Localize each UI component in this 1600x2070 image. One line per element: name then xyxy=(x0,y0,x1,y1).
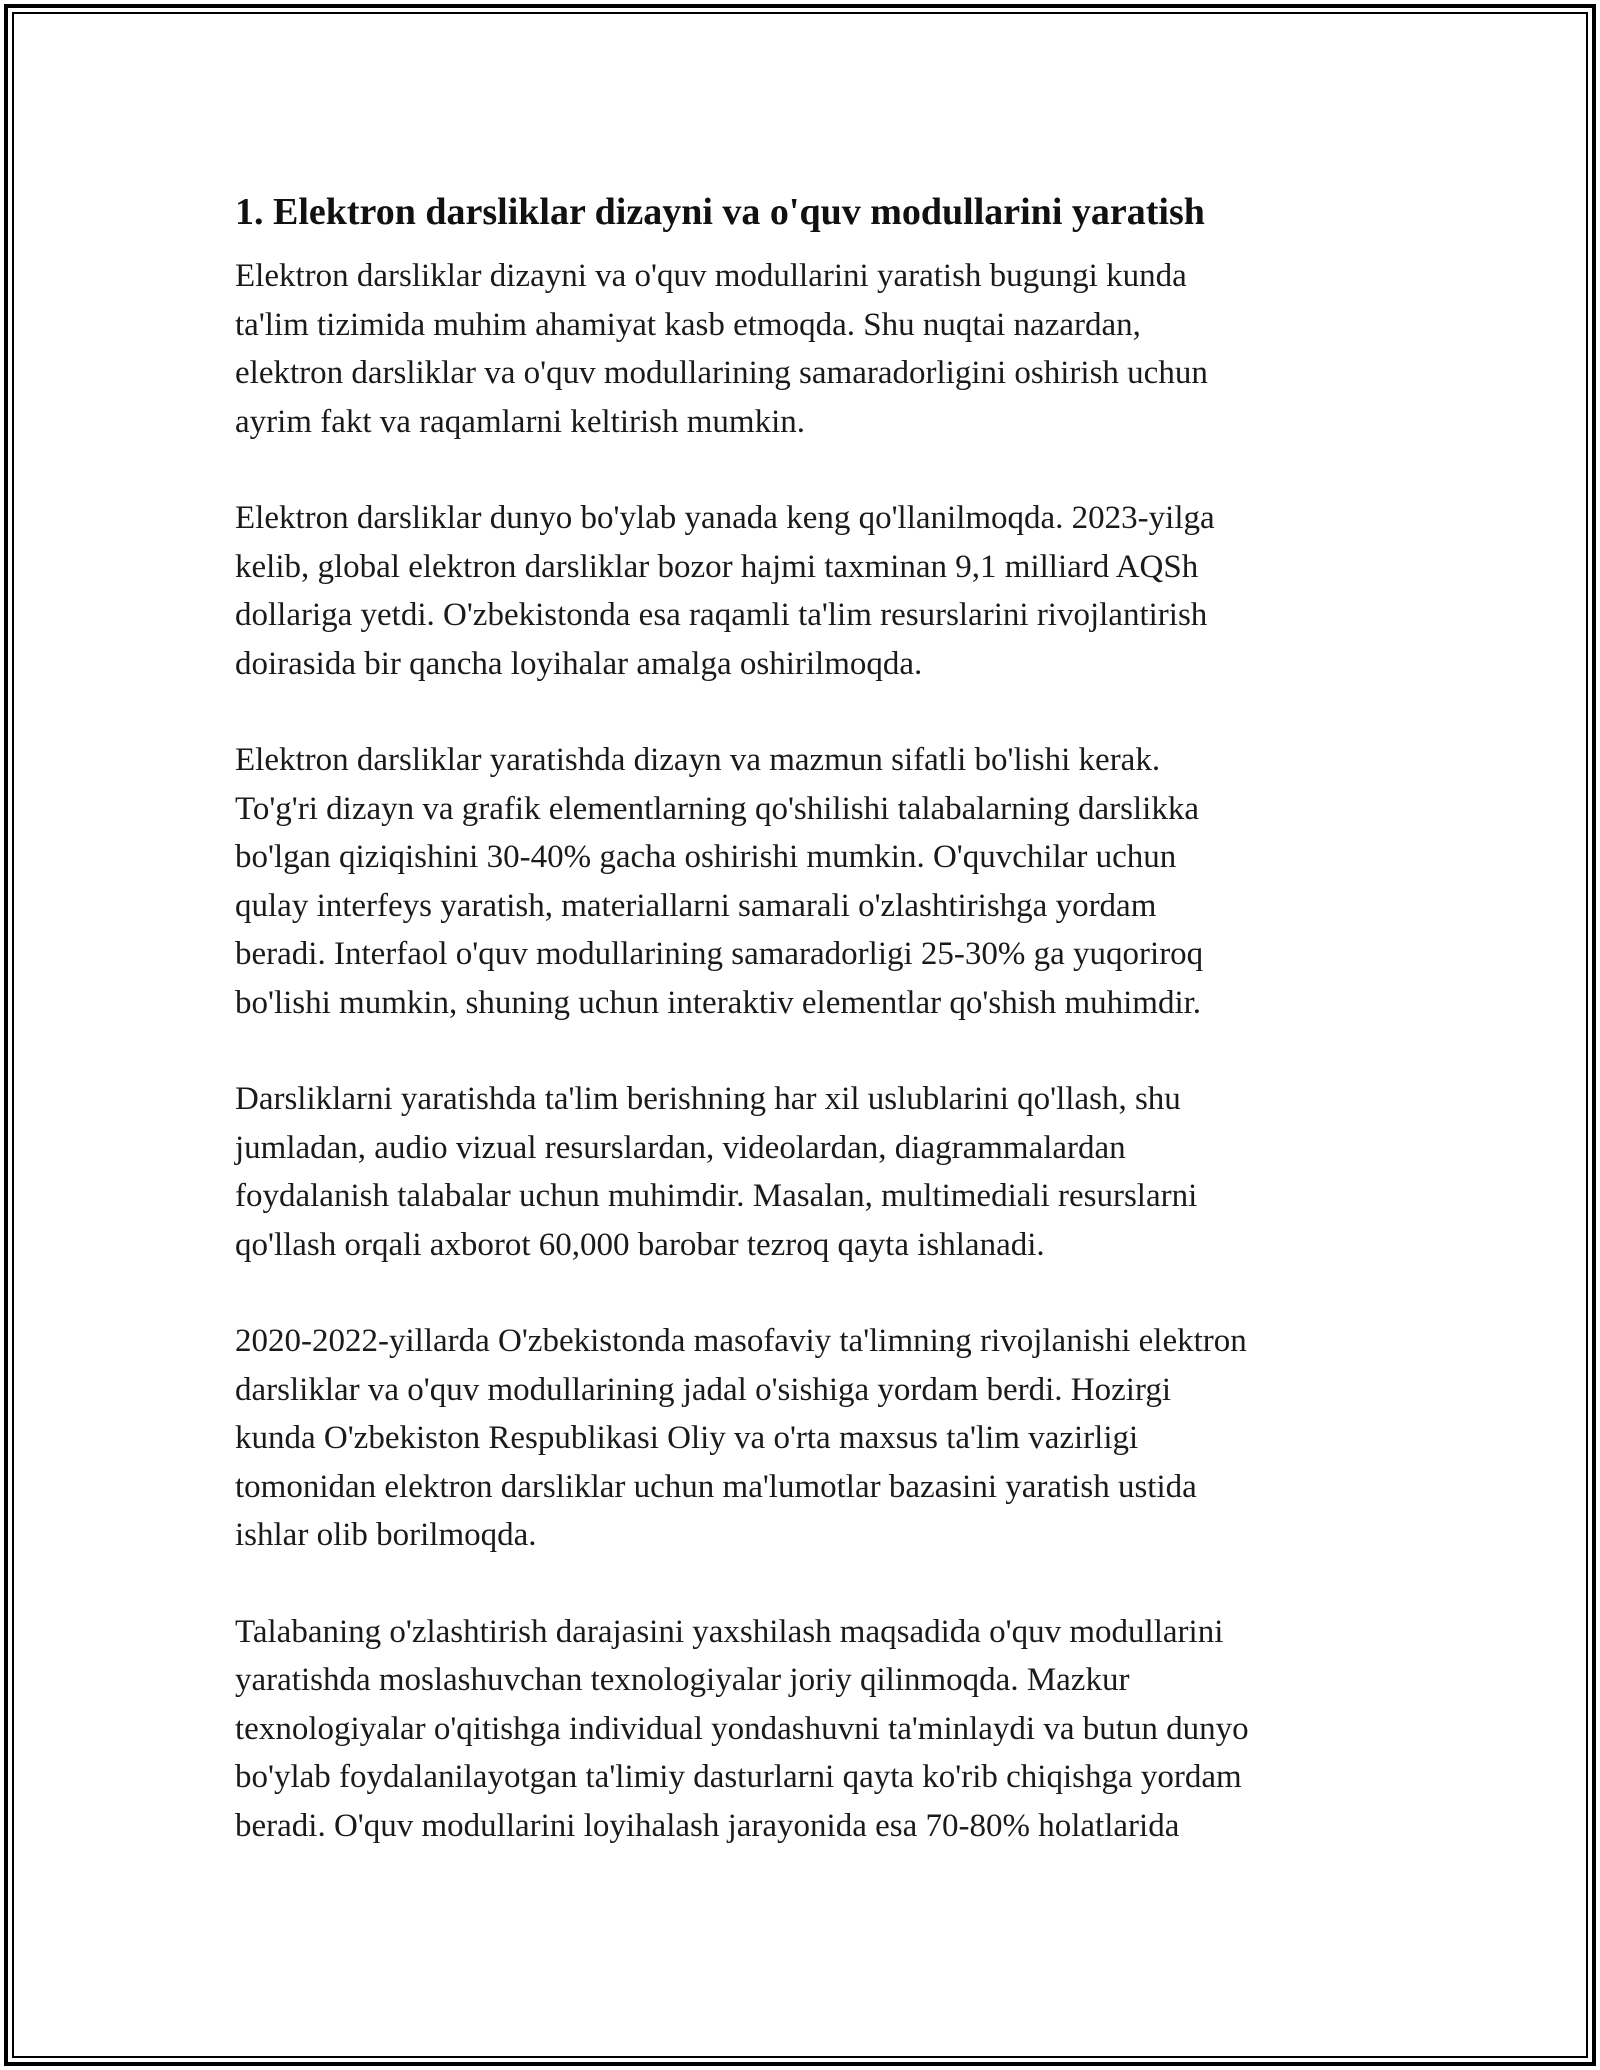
paragraph-intro: Elektron darsliklar dizayni va o'quv modullarini yaratish bugungi kunda ta'lim tizimida muhim ahamiyat kasb etmoqda. Shu nuqtai nazardan, elektron darsliklar va o'quv modullarining samaradorligini oshirish uchun ayrim fakt va raqamlarni keltirish mumkin. xyxy=(235,258,1208,440)
paragraph-teaching-styles: Darsliklarni yaratishda ta'lim berishning har xil uslublarini qo'llash, shu jumladan, audio vizual resurslardan, videolardan, diagrammalardan foydalanish talabalar uchun muhimdir. Masalan, multimediali resurslarni qo'llash orqali axborot 60,000 barobar tezroq qayta ishlanadi. xyxy=(235,1081,1198,1263)
paragraph-global-market: Elektron darsliklar dunyo bo'ylab yanada keng qo'llanilmoqda. 2023-yilga kelib, global elektron darsliklar bozor hajmi taxminan 9,1 milliard AQSh dollariga yetdi. O'zbekistonda esa raqamli ta'lim resurslarini rivojlantirish doirasida bir qancha loyihalar amalga oshirilmoqda. xyxy=(235,500,1215,682)
paragraph-distance-learning: 2020-2022-yillarda O'zbekistonda masofaviy ta'limning rivojlanishi elektron darsliklar va o'quv modullarining jadal o'sishiga yordam berdi. Hozirgi kunda O'zbekiston Respublikasi Oliy va o'rta maxsus ta'lim vazirligi tomonidan elektron darsliklar uchun ma'lumotlar bazasini yaratish ustida ishlar olib borilmoqda. xyxy=(235,1323,1247,1553)
paragraph-adaptive-technologies: Talabaning o'zlashtirish darajasini yaxshilash maqsadida o'quv modullarini yaratishda moslashuvchan texnologiyalar joriy qilinmoqda. Mazkur texnologiyalar o'qitishga individual yondashuvni ta'minlaydi va butun dunyo bo'ylab foydalanilayotgan ta'limiy dasturlarni qayta ko'rib chiqishga yordam beradi. O'quv modullarini loyihalash jarayonida esa 70-80% holatlarida xyxy=(235,1613,1249,1844)
section-heading: 1. Elektron darsliklar dizayni va o'quv modullarini yaratish xyxy=(235,191,1205,233)
document-body xyxy=(235,186,1385,1898)
paragraph-design-quality: Elektron darsliklar yaratishda dizayn va mazmun sifatli bo'lishi kerak. To'g'ri dizayn va grafik elementlarning qo'shilishi talabalarning darslikka bo'lgan qiziqishini 30-40% gacha oshirishi mumkin. O'quvchilar uchun qulay interfeys yaratish, materiallarni samarali o'zlashtirishga yordam beradi. Interfaol o'quv modullarining samaradorligi 25-30% ga yuqoriroq bo'lishi mumkin, shuning uchun interaktiv elementlar qo'shish muhimdir. xyxy=(235,742,1204,1021)
